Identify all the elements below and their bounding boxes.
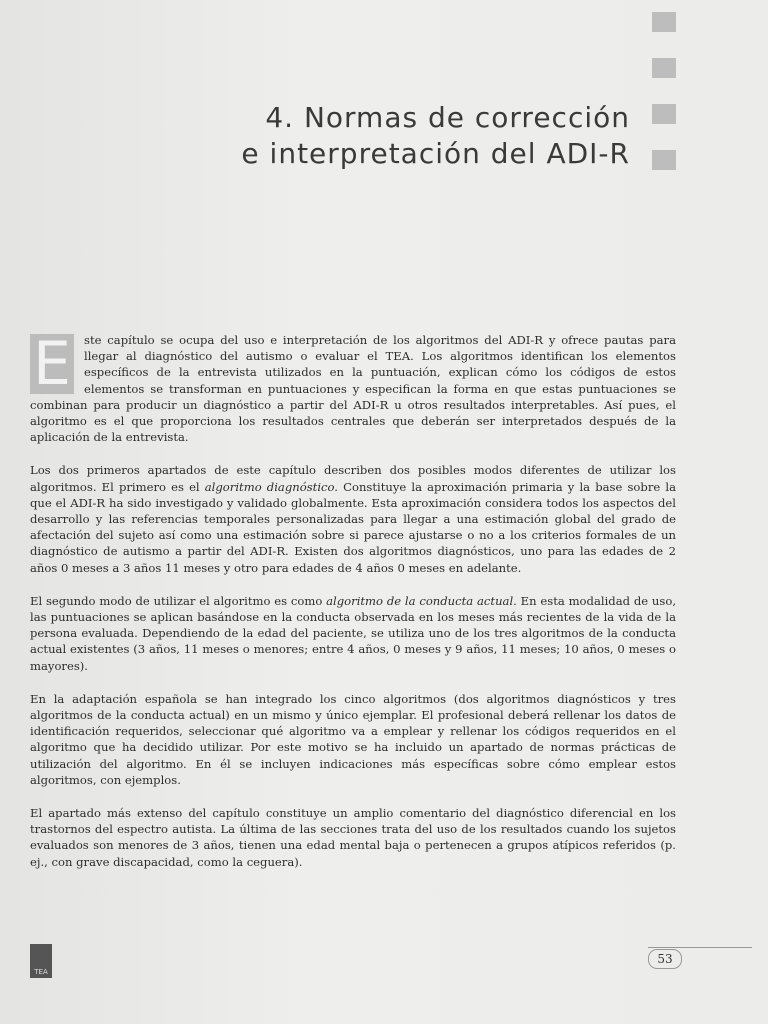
chapter-title-line2: e interpretación del ADI-R [241, 137, 630, 170]
footer-rule [648, 947, 752, 948]
chapter-title-line1: 4. Normas de corrección [265, 101, 630, 134]
emphasis-term: algoritmo de la conducta actual. [326, 593, 517, 608]
side-marker [652, 58, 676, 78]
chapter-side-markers [652, 12, 678, 196]
chapter-body [30, 329, 677, 887]
side-marker [652, 12, 676, 32]
paragraph-text: Constituye la aproximación primaria y la base sobre la que el ADI-R ha sido investigado y validado globalmente. Esta aproximación considera todos los aspectos del desarrollo y las referencias temporales personalizadas para llegar a una estimación global del grado de afectación del sujeto así como una estimación sobre si parece ajustarse o no a los criterios formales de un diagnóstico de autismo a partir del ADI-R. Existen dos algoritmos diagnósticos, uno para las edades de 2 años 0 meses a 3 años 11 meses y otro para edades de 4 años 0 meses en adelante. [30, 479, 676, 575]
chapter-title [170, 100, 630, 172]
drop-cap: E [30, 334, 74, 394]
paragraph-current-behavior-algorithm [30, 593, 676, 674]
publisher-logo-text: TEA [34, 968, 48, 976]
paragraph-text: El segundo modo de utilizar el algoritmo es como [30, 593, 327, 608]
paragraph-text: Los dos primeros apartados de este capítulo describen dos posibles modos diferentes de utilizar los algoritmos. El primero es el [30, 463, 676, 494]
paragraph-spanish-adaptation: En la adaptación española se han integrado los cinco algoritmos (dos algoritmos diagnósticos y tres algoritmos de la conducta actual) en un mismo y único ejemplar. El profesional deberá rellenar los datos de identificación requeridos, seleccionar qué algoritmo va a emplear y rellenar los códigos requeridos en el algoritmo que ha decidido utilizar. Por este motivo se ha incluido un apartado de normas prácticas de utilización del algoritmo. En él se incluyen indicaciones más específicas sobre cómo emplear estos algoritmos, con ejemplos. [30, 691, 676, 787]
paragraph-intro [30, 329, 676, 445]
paragraph-text: En esta modalidad de uso, las puntuaciones se aplican basándose en la conducta observada en los meses más recientes de la vida de la persona evaluada. Dependiendo de la edad del paciente, se utiliza uno de los tres algoritmos de la conducta actual existentes (3 años, 11 meses o menores; entre 4 años, 0 meses y 9 años, 11 meses; 10 años, 0 meses o mayores). [30, 593, 677, 673]
emphasis-term: algoritmo diagnóstico. [204, 479, 338, 494]
paragraph-differential-diagnosis: El apartado más extenso del capítulo constituye un amplio comentario del diagnóstico diferencial en los trastornos del espectro autista. La última de las secciones trata del uso de los resultados cuando los sujetos evaluados son menores de 3 años, tienen una edad mental baja o pertenecen a grupos atípicos referidos (p. ej., con grave discapacidad, como la ceguera). [30, 806, 676, 869]
side-marker [652, 104, 676, 124]
paragraph-intro-text: ste capítulo se ocupa del uso e interpretación de los algoritmos del ADI-R y ofrece pautas para llegar al diagnóstico del autismo o evaluar el TEA. Los algoritmos identifican los elementos específicos de la entrevista utilizados en la puntuación, explican cómo los códigos de estos elementos se transforman en puntuaciones y especifican la forma en que estas puntuaciones se combinan para producir un diagnóstico a partir del ADI-R u otros resultados interpretables. Así pues, el algoritmo es el que proporciona los resultados centrales que deberán ser interpretados después de la aplicación de la entrevista. [30, 333, 676, 445]
side-marker [652, 150, 676, 170]
publisher-logo [30, 944, 52, 978]
paragraph-diagnostic-algorithm [30, 462, 676, 575]
page-number: 53 [648, 949, 682, 969]
